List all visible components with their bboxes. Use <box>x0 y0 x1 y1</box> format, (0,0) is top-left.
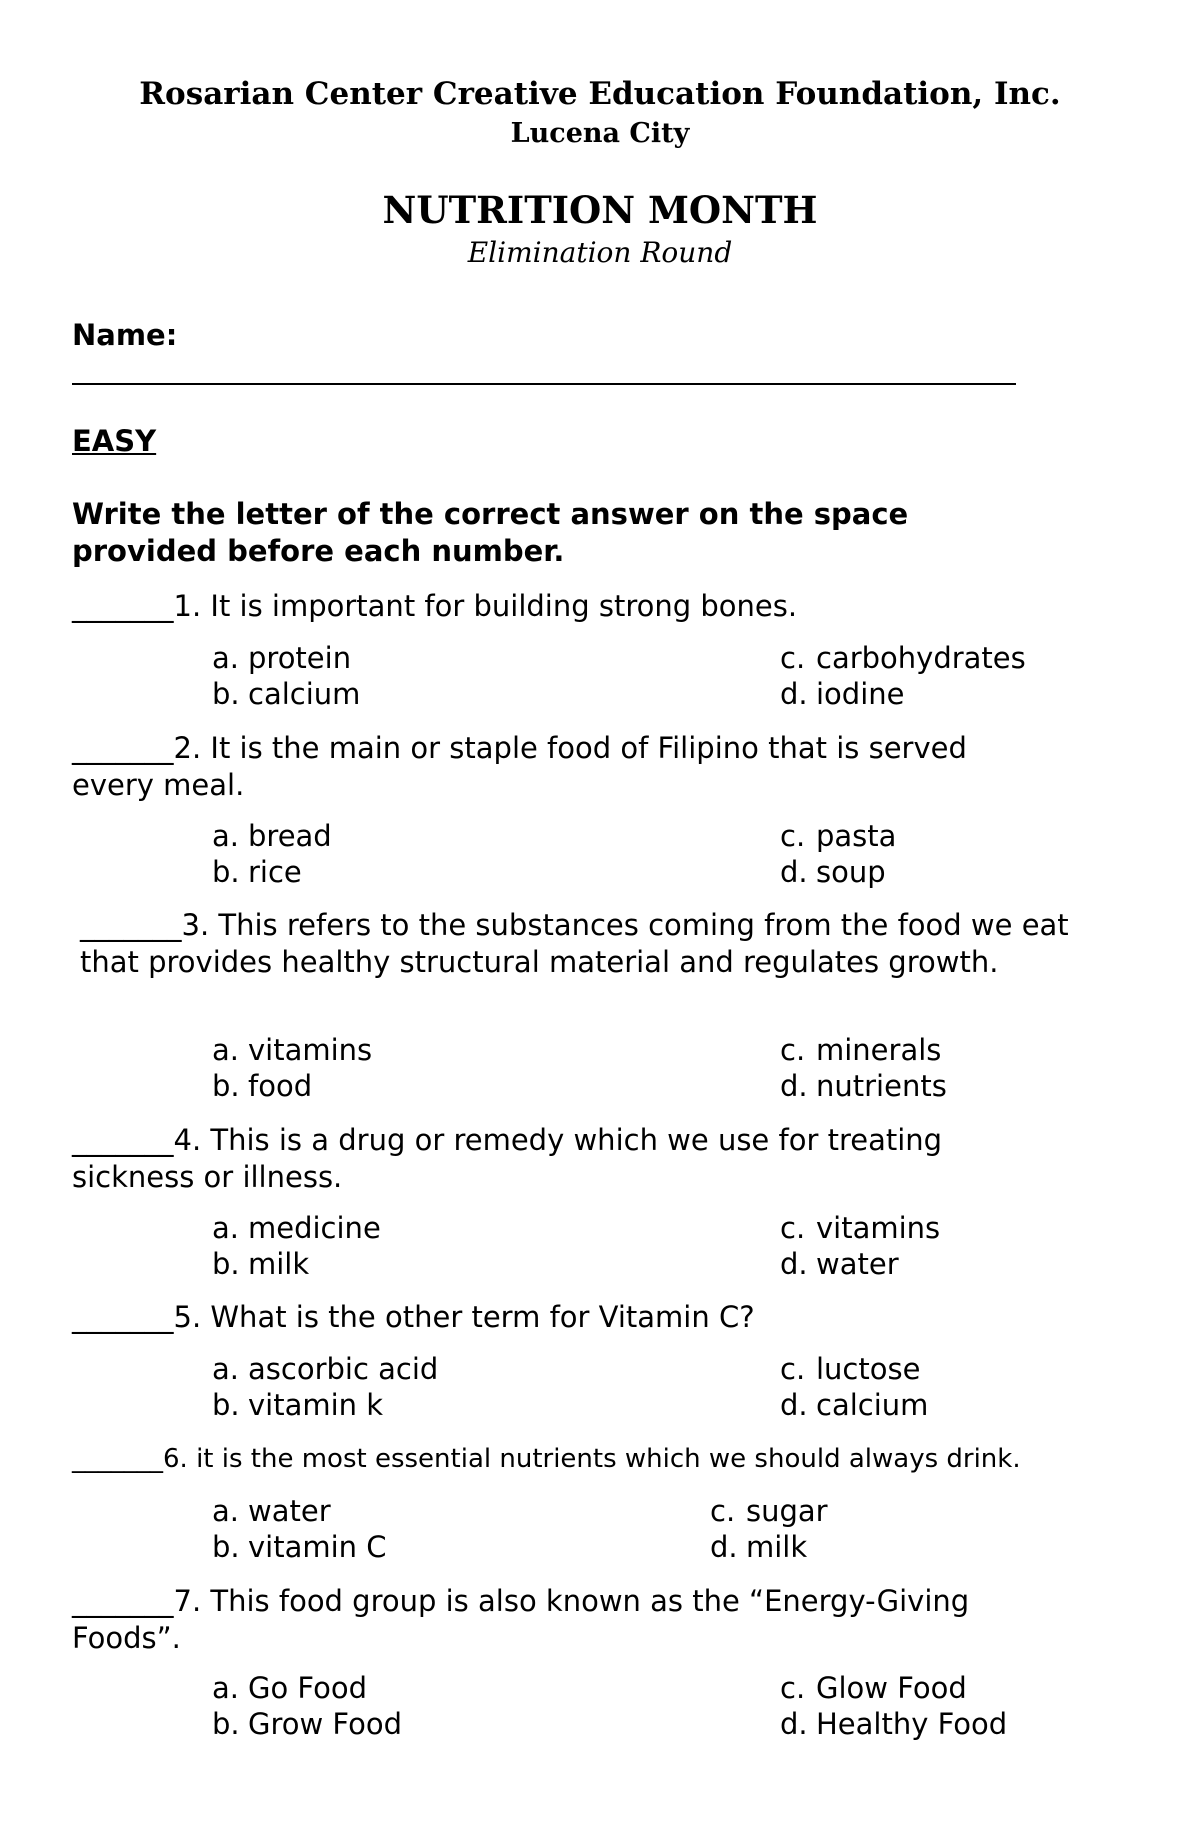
page-title: NUTRITION MONTH <box>382 188 818 232</box>
choice-2b: b. rice <box>212 855 302 889</box>
question-text: 3. This refers to the substances coming from the food we eat that provides healthy structural material and regulates growth. <box>80 908 1069 979</box>
choice-5c: c. luctose <box>780 1352 921 1386</box>
choice-4b: b. milk <box>212 1247 310 1281</box>
page-subtitle: Elimination Round <box>467 236 733 269</box>
question-5 <box>72 1299 1132 1336</box>
choice-5a: a. ascorbic acid <box>212 1352 439 1386</box>
choice-1d: d. iodine <box>780 677 905 711</box>
choice-3b: b. food <box>212 1069 313 1103</box>
choice-1c: c. carbohydrates <box>780 641 1026 675</box>
instructions: Write the letter of the correct answer on the space provided before each number. <box>72 497 909 568</box>
answer-blank: _______ <box>80 908 182 942</box>
city-name: Lucena City <box>510 118 690 149</box>
choice-7d: d. Healthy Food <box>780 1707 1008 1741</box>
question-text: 2. It is the main or staple food of Filipino that is served every meal. <box>72 731 967 802</box>
choice-7b: b. Grow Food <box>212 1707 402 1741</box>
choice-1b: b. calcium <box>212 677 361 711</box>
answer-blank: _______ <box>72 1444 163 1474</box>
question-text: 6. it is the most essential nutrients which we should always drink. <box>163 1444 1021 1474</box>
question-text: 5. What is the other term for Vitamin C? <box>173 1300 755 1334</box>
choice-7c: c. Glow Food <box>780 1671 967 1705</box>
choice-5b: b. vitamin k <box>212 1388 384 1422</box>
answer-blank: _______ <box>72 731 174 765</box>
question-4 <box>72 1122 1052 1196</box>
question-text: 4. This is a drug or remedy which we use for treating sickness or illness. <box>72 1123 943 1194</box>
answer-blank: _______ <box>72 1300 174 1334</box>
section-heading: EASY <box>72 424 157 458</box>
choice-1a: a. protein <box>212 641 352 675</box>
choice-2c: c. pasta <box>780 819 897 853</box>
name-label: Name: <box>72 318 178 352</box>
choice-2d: d. soup <box>780 855 886 889</box>
question-text: 1. It is important for building strong bones. <box>173 589 798 623</box>
choice-6c: c. sugar <box>710 1494 828 1528</box>
organization-name: Rosarian Center Creative Education Foundation, Inc. <box>139 76 1061 112</box>
name-line <box>72 383 1016 385</box>
choice-3d: d. nutrients <box>780 1069 947 1103</box>
question-2 <box>72 730 1052 804</box>
choice-3a: a. vitamins <box>212 1033 373 1067</box>
choice-6d: d. milk <box>710 1530 808 1564</box>
question-text: 7. This food group is also known as the “Energy-Giving Foods”. <box>72 1584 970 1655</box>
question-7 <box>72 1583 1062 1657</box>
choice-7a: a. Go Food <box>212 1671 367 1705</box>
choice-6b: b. vitamin C <box>212 1530 387 1564</box>
choice-6a: a. water <box>212 1494 331 1528</box>
question-6 <box>72 1441 1172 1478</box>
answer-blank: _______ <box>72 1584 174 1618</box>
question-1 <box>72 588 1132 625</box>
choice-5d: d. calcium <box>780 1388 929 1422</box>
answer-blank: _______ <box>72 1123 174 1157</box>
answer-blank: _______ <box>72 589 174 623</box>
question-3 <box>80 907 1120 981</box>
choice-4c: c. vitamins <box>780 1211 941 1245</box>
choice-3c: c. minerals <box>780 1033 942 1067</box>
choice-4a: a. medicine <box>212 1211 381 1245</box>
choice-2a: a. bread <box>212 819 332 853</box>
choice-4d: d. water <box>780 1247 899 1281</box>
